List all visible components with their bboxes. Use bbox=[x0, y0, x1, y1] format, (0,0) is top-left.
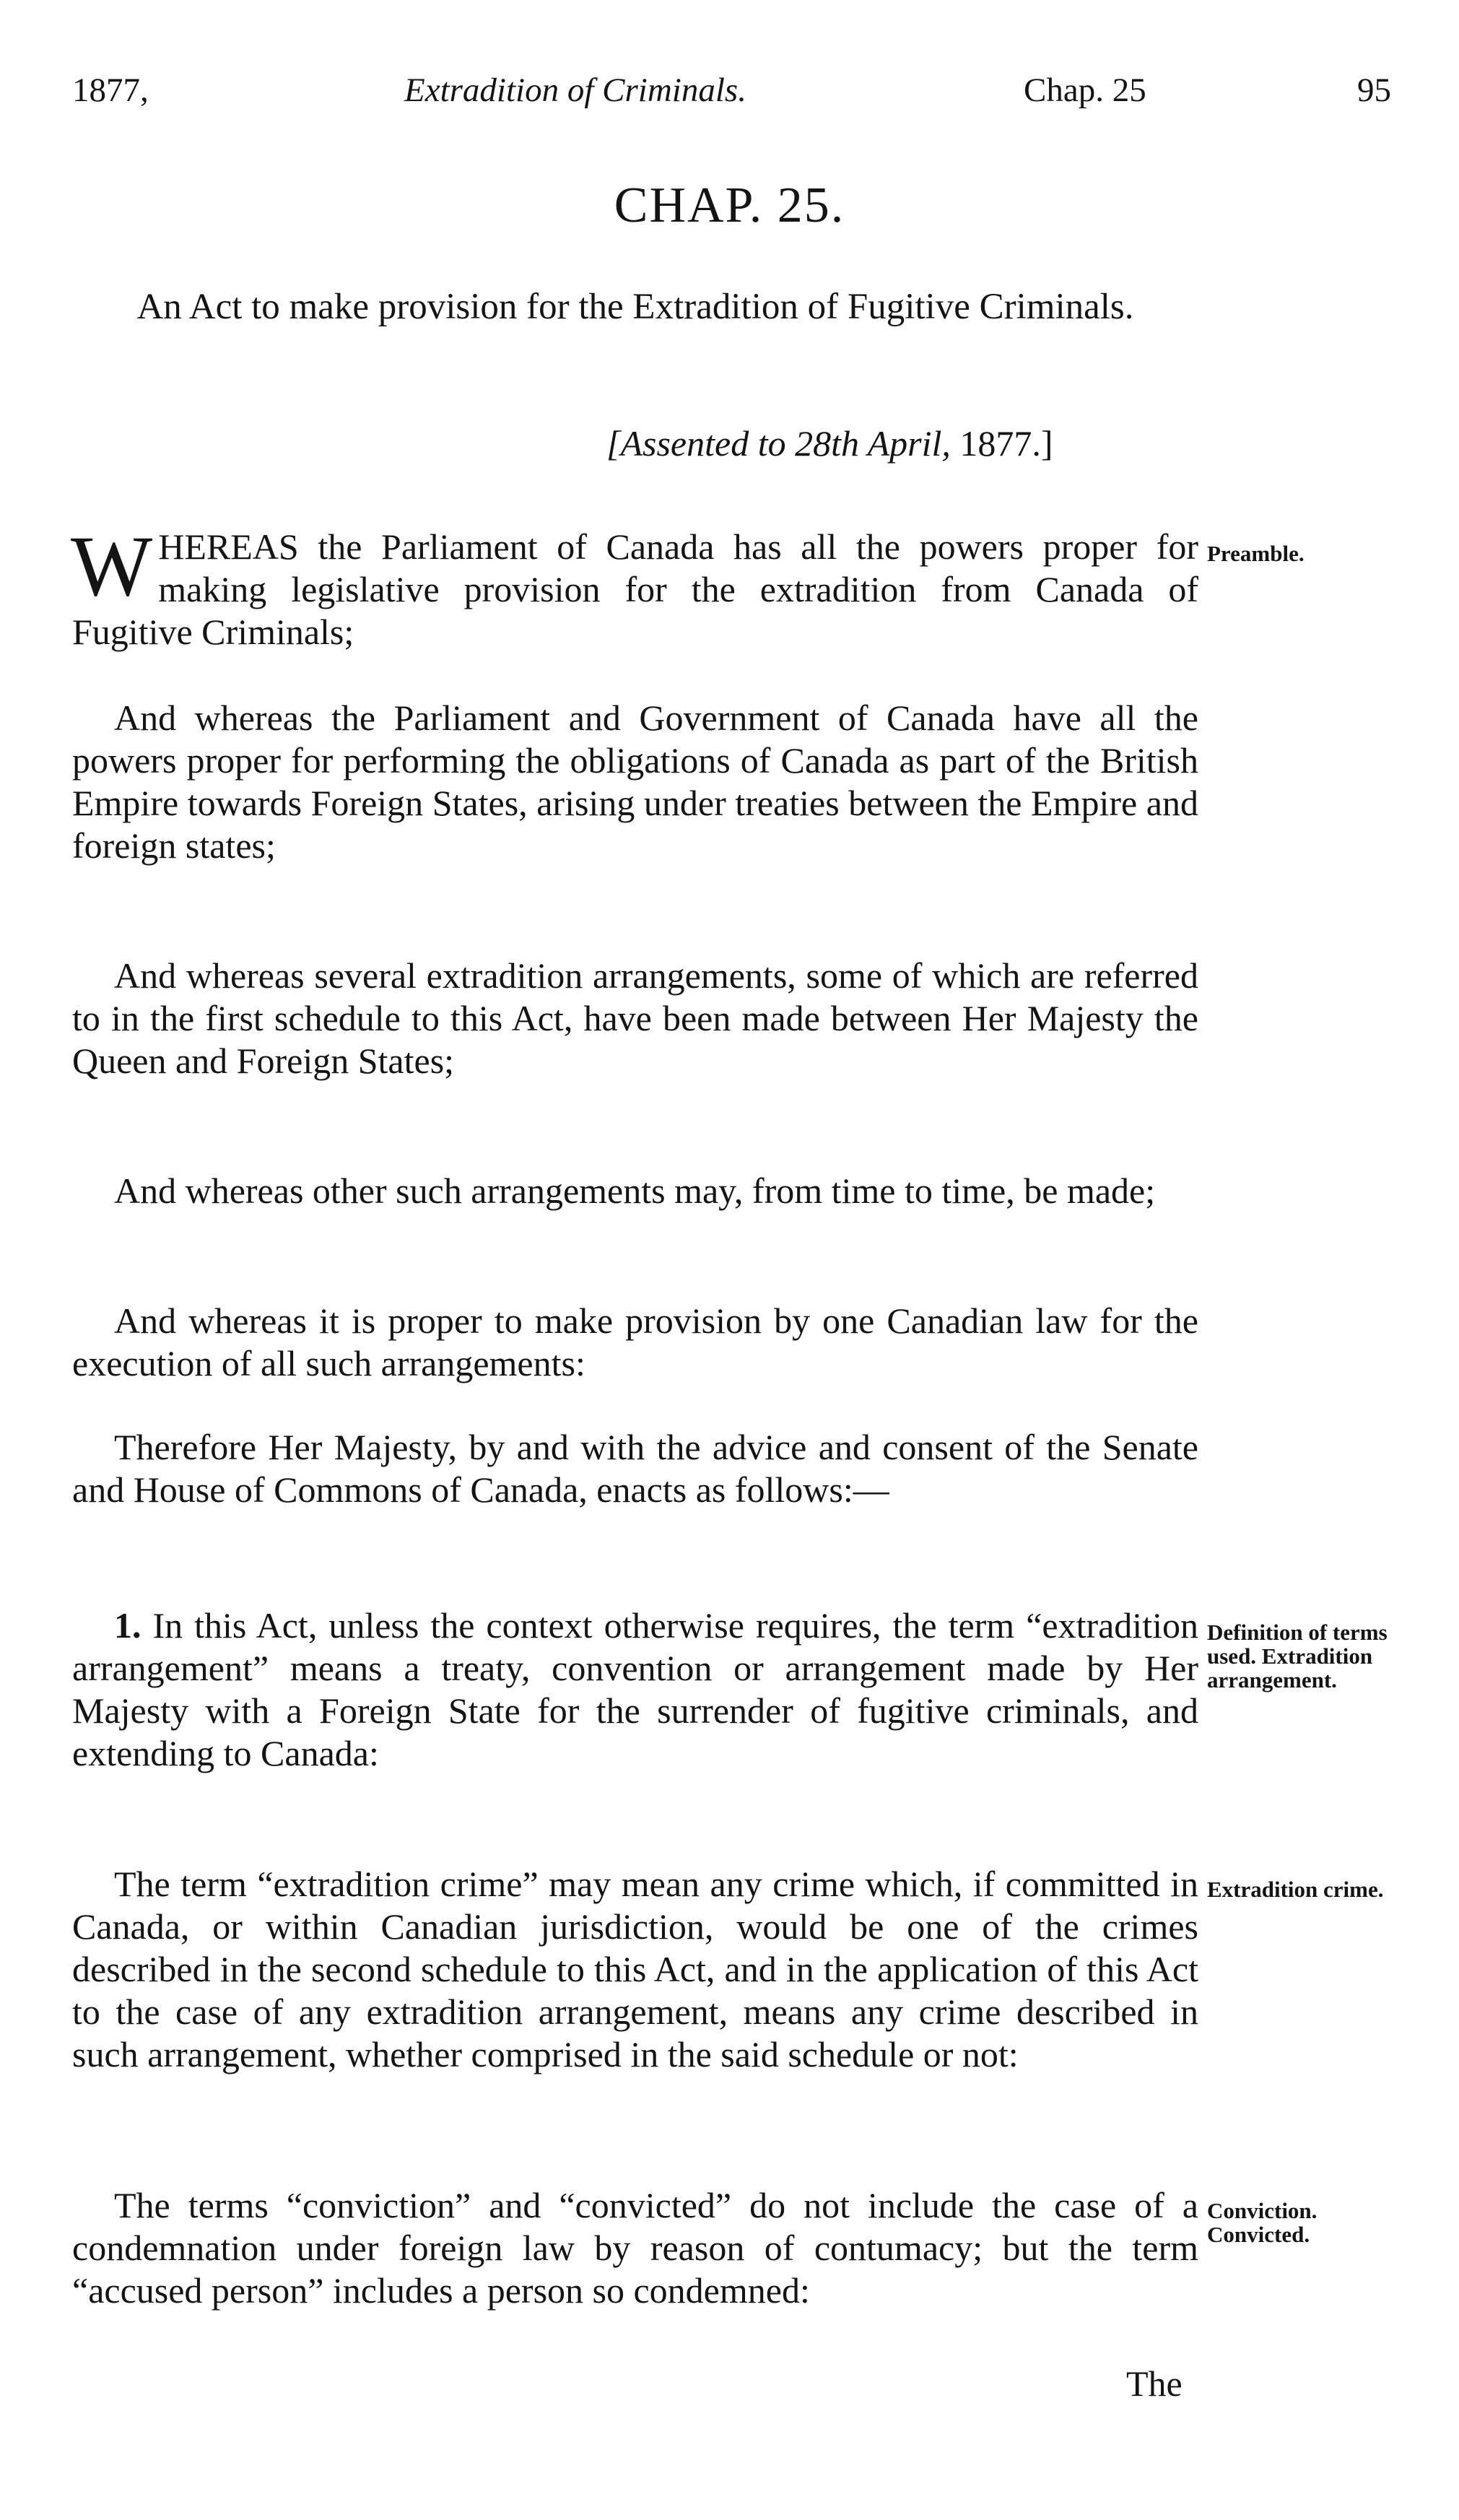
margin-note-conviction: Conviction. Convicted. bbox=[1207, 2198, 1318, 2247]
section-1-text: In this Act, unless the context otherwise requires, the term “extradition arrangement” means a treaty, convention or arrangement made by Her Majesty with a Foreign State for the surrender of fugitive criminals, and extending to Canada: bbox=[72, 1605, 1198, 1773]
margin-note-definition: Definition of terms used. Extradition arrangement. bbox=[1207, 1620, 1388, 1693]
conviction-paragraph: The terms “conviction” and “convicted” do not include the case of a condemnation under foreign law by reason of contumacy; but the term “accused person” includes a person so condemned: bbox=[72, 2185, 1198, 2311]
preamble-paragraph bbox=[71, 518, 1198, 653]
enacting-clause: Therefore Her Majesty, by and with the advice and consent of the Senate and House of Commons of Canada, enacts as follows:— bbox=[72, 1427, 1198, 1510]
section-number: 1. bbox=[114, 1605, 141, 1646]
drop-cap: W bbox=[71, 518, 153, 614]
chapter-heading: CHAP. 25. bbox=[614, 178, 845, 233]
header-chapter: Chap. 25 bbox=[1024, 71, 1146, 109]
assent-prefix: [Assented to 28th April, bbox=[606, 423, 951, 464]
recital-3: And whereas other such arrangements may, from time to time, be made; bbox=[114, 1170, 1156, 1211]
preamble-text: HEREAS the Parliament of Canada has all the powers proper for making legislative provision for the extradition from Canada of Fugitive Criminals; bbox=[72, 526, 1198, 652]
extradition-crime-paragraph: The term “extradition crime” may mean any crime which, if committed in Canada, or within Canadian jurisdiction, would be one of the crimes described in the second schedule to this Act, and in the application of this Act to the case of any extradition arrangement, means any crime described in such arrangement, whether comprised in the said schedule or not: bbox=[72, 1864, 1198, 2074]
section-1-definition bbox=[72, 1604, 1198, 1775]
assent-date bbox=[606, 422, 1053, 464]
recital-1: And whereas the Parliament and Government of Canada have all the powers proper for performing the obligations of Canada as part of the British Empire towards Foreign States, arising under treaties between the Empire and foreign states; bbox=[72, 698, 1198, 866]
margin-note-preamble: Preamble. bbox=[1207, 541, 1305, 566]
page-number: 95 bbox=[1357, 71, 1391, 109]
running-header bbox=[72, 71, 1415, 121]
header-year: 1877, bbox=[72, 71, 149, 109]
margin-note-crime: Extradition crime. bbox=[1207, 1877, 1384, 1902]
recital-2: And whereas several extradition arrangements, some of which are referred to in the first schedule to this Act, have been made between Her Majesty the Queen and Foreign States; bbox=[72, 955, 1198, 1081]
act-title: An Act to make provision for the Extradition of Fugitive Criminals. bbox=[136, 287, 1134, 327]
header-title: Extradition of Criminals. bbox=[404, 71, 746, 109]
catchword: The bbox=[1126, 2363, 1183, 2404]
assent-year: 1877.] bbox=[959, 423, 1053, 464]
recital-4: And whereas it is proper to make provision by one Canadian law for the execution of all such arrangements: bbox=[72, 1300, 1198, 1383]
